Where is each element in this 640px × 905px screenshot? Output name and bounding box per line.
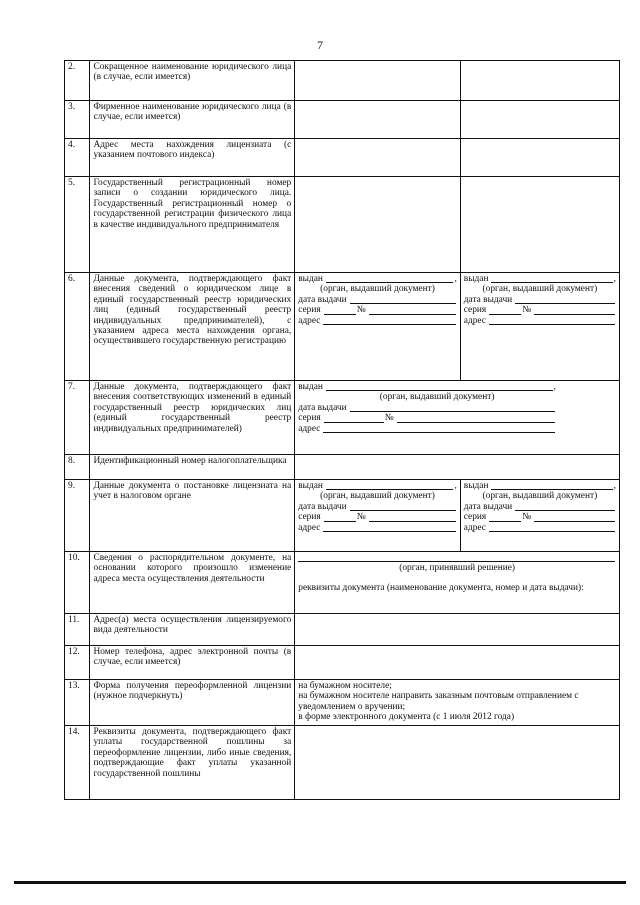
- issued-input[interactable]: [326, 382, 553, 391]
- row-label: Сведения о распорядительном документе, на основании которого произошло изменение адреса места осуществления деятельности: [90, 552, 295, 614]
- decision-fields: [295, 552, 620, 614]
- issued-input[interactable]: [491, 274, 612, 283]
- number-input[interactable]: [369, 513, 456, 522]
- issuer-hint: (орган, выдавший документ): [320, 491, 435, 502]
- issuer-hint: (орган, выдавший документ): [379, 392, 495, 403]
- issued-input[interactable]: [491, 481, 612, 490]
- license-reissue-form-table: [64, 60, 620, 800]
- row-label: Сокращенное наименование юридического лица (в случае, если имеется): [90, 61, 295, 101]
- date-input[interactable]: [350, 403, 555, 412]
- document-fields-1: выдан , (орган, выдавший документ) дата выдачи серия № адрес: [295, 273, 461, 381]
- value-cell-1[interactable]: [295, 101, 461, 139]
- row-number: 5.: [65, 177, 90, 273]
- series-label: серия: [298, 413, 321, 424]
- issued-label: выдан: [463, 274, 489, 284]
- value-cell-merged[interactable]: [295, 455, 620, 480]
- series-input[interactable]: [324, 306, 356, 315]
- date-input[interactable]: [515, 502, 615, 511]
- address-input[interactable]: [489, 316, 615, 325]
- row-number: 7.: [65, 381, 90, 455]
- document-fields-2: выдан , (орган, выдавший документ) дата выдачи серия № адрес: [460, 273, 619, 381]
- value-cell-2[interactable]: [460, 101, 619, 139]
- option-electronic[interactable]: в форме электронного документа (с 1 июля 2012 года): [298, 712, 515, 723]
- issued-label: выдан: [463, 481, 489, 491]
- series-input[interactable]: [489, 306, 521, 315]
- address-label: адрес: [463, 315, 486, 326]
- issuer-hint: (орган, выдавший документ): [320, 284, 435, 295]
- address-input[interactable]: [323, 424, 555, 433]
- number-label: №: [356, 305, 366, 316]
- date-label: дата выдачи: [463, 294, 513, 305]
- row-number: 3.: [65, 101, 90, 139]
- issuer-hint: (орган, выдавший документ): [482, 491, 598, 502]
- form-row-9: [65, 480, 620, 552]
- value-cell-merged[interactable]: [295, 726, 620, 800]
- series-input[interactable]: [489, 513, 521, 522]
- issued-label: выдан: [298, 274, 323, 284]
- series-label: серия: [298, 305, 321, 316]
- date-input[interactable]: [350, 502, 456, 511]
- number-input[interactable]: [397, 414, 555, 423]
- bottom-rule: [14, 881, 626, 884]
- form-row-14: [65, 726, 620, 800]
- issued-label: выдан: [298, 382, 323, 392]
- row-label: Адрес(а) места осуществления лицензируемого вида деятельности: [90, 614, 295, 646]
- address-label: адрес: [298, 522, 321, 533]
- row-number: 14.: [65, 726, 90, 800]
- issued-input[interactable]: [326, 274, 454, 283]
- address-label: адрес: [298, 315, 321, 326]
- row-label: Данные документа, подтверждающего факт внесения соответствующих изменений в единый государственный реестр юридических лиц (единый государственный реестр индивидуальных предпринимателей): [90, 381, 295, 455]
- document-fields-merged: выдан , (орган, выдавший документ) дата выдачи серия № адрес: [295, 381, 620, 455]
- form-row-12: [65, 646, 620, 680]
- row-number: 2.: [65, 61, 90, 101]
- issuer-hint: (орган, выдавший документ): [482, 284, 598, 295]
- row-number: 6.: [65, 273, 90, 381]
- date-label: дата выдачи: [298, 294, 347, 305]
- form-row-6: [65, 273, 620, 381]
- value-cell-merged[interactable]: [295, 614, 620, 646]
- row-label: Реквизиты документа, подтверждающего факт уплаты государственной пошлины за переоформление лицензии, либо иные сведения, подтверждающие факт уплаты указанной государственной пошлины: [90, 726, 295, 800]
- number-label: №: [522, 512, 532, 523]
- decision-hint: (орган, принявший решение): [399, 563, 516, 573]
- series-label: серия: [463, 305, 487, 316]
- row-number: 12.: [65, 646, 90, 680]
- form-row-10: [65, 552, 620, 614]
- row-label: Данные документа о постановке лицензиата на учет в налоговом органе: [90, 480, 295, 552]
- row-number: 13.: [65, 680, 90, 726]
- row-label: Номер телефона, адрес электронной почты (в случае, если имеется): [90, 646, 295, 680]
- row-number: 10.: [65, 552, 90, 614]
- form-row-3: [65, 101, 620, 139]
- date-input[interactable]: [350, 295, 456, 304]
- number-label: №: [356, 512, 366, 523]
- number-label: №: [522, 305, 532, 316]
- row-label: Данные документа, подтверждающего факт внесения сведений о юридическом лице в единый государственный реестр юридических лиц (единый государственный реестр индивидуальных предпринимателей), с указанием адреса места нахождения органа, осуществившего государственную регистрацию: [90, 273, 295, 381]
- row-label: Идентификационный номер налогоплательщика: [90, 455, 295, 480]
- row-label: Адрес места нахождения лицензиата (с указанием почтового индекса): [90, 139, 295, 177]
- date-label: дата выдачи: [298, 402, 347, 413]
- row-number: 4.: [65, 139, 90, 177]
- date-label: дата выдачи: [463, 501, 513, 512]
- form-row-8: [65, 455, 620, 480]
- form-row-13: [65, 680, 620, 726]
- issued-input[interactable]: [326, 481, 454, 490]
- series-label: серия: [298, 512, 321, 523]
- address-input[interactable]: [489, 523, 615, 532]
- value-cell-2[interactable]: [460, 61, 619, 101]
- form-row-11: [65, 614, 620, 646]
- issued-label: выдан: [298, 481, 323, 491]
- form-row-7: [65, 381, 620, 455]
- address-label: адрес: [298, 423, 321, 434]
- series-label: серия: [463, 512, 487, 523]
- delivery-options: [295, 680, 620, 726]
- row-label: Форма получения переоформленной лицензии (нужное подчеркнуть): [90, 680, 295, 726]
- value-cell-1[interactable]: [295, 61, 461, 101]
- value-cell-2[interactable]: [460, 177, 619, 273]
- option-paper-mail[interactable]: на бумажном носителе направить заказным почтовым отправлением с уведомлением о вручении;: [298, 691, 579, 712]
- form-row-5: [65, 177, 620, 273]
- value-cell-merged[interactable]: [295, 646, 620, 680]
- row-number: 9.: [65, 480, 90, 552]
- document-fields-1: выдан , (орган, выдавший документ) дата выдачи серия № адрес: [295, 480, 461, 552]
- decision-authority-input[interactable]: [298, 553, 615, 562]
- address-input[interactable]: [323, 523, 455, 532]
- number-input[interactable]: [534, 306, 615, 315]
- address-label: адрес: [463, 522, 486, 533]
- option-paper[interactable]: на бумажном носителе;: [298, 681, 392, 691]
- form-row-4: [65, 139, 620, 177]
- number-input[interactable]: [534, 513, 615, 522]
- value-cell-1[interactable]: [295, 139, 461, 177]
- date-input[interactable]: [515, 295, 615, 304]
- number-label: №: [384, 413, 394, 424]
- row-number: 8.: [65, 455, 90, 480]
- date-label: дата выдачи: [298, 501, 347, 512]
- document-fields-2: выдан , (орган, выдавший документ) дата выдачи серия № адрес: [460, 480, 619, 552]
- form-row-2: [65, 61, 620, 101]
- page-number: 7: [317, 38, 323, 52]
- requisites-label: реквизиты документа (наименование документа, номер и дата выдачи):: [298, 583, 584, 594]
- number-input[interactable]: [369, 306, 456, 315]
- row-label: Государственный регистрационный номер записи о создании юридического лица. Государственный регистрационный номер о государственной регистрации физического лица в качестве индивидуального предпринимателя: [90, 177, 295, 273]
- value-cell-2[interactable]: [460, 139, 619, 177]
- series-input[interactable]: [324, 513, 356, 522]
- series-input[interactable]: [324, 414, 384, 423]
- row-label: Фирменное наименование юридического лица (в случае, если имеется): [90, 101, 295, 139]
- row-number: 11.: [65, 614, 90, 646]
- address-input[interactable]: [323, 316, 455, 325]
- value-cell-1[interactable]: [295, 177, 461, 273]
